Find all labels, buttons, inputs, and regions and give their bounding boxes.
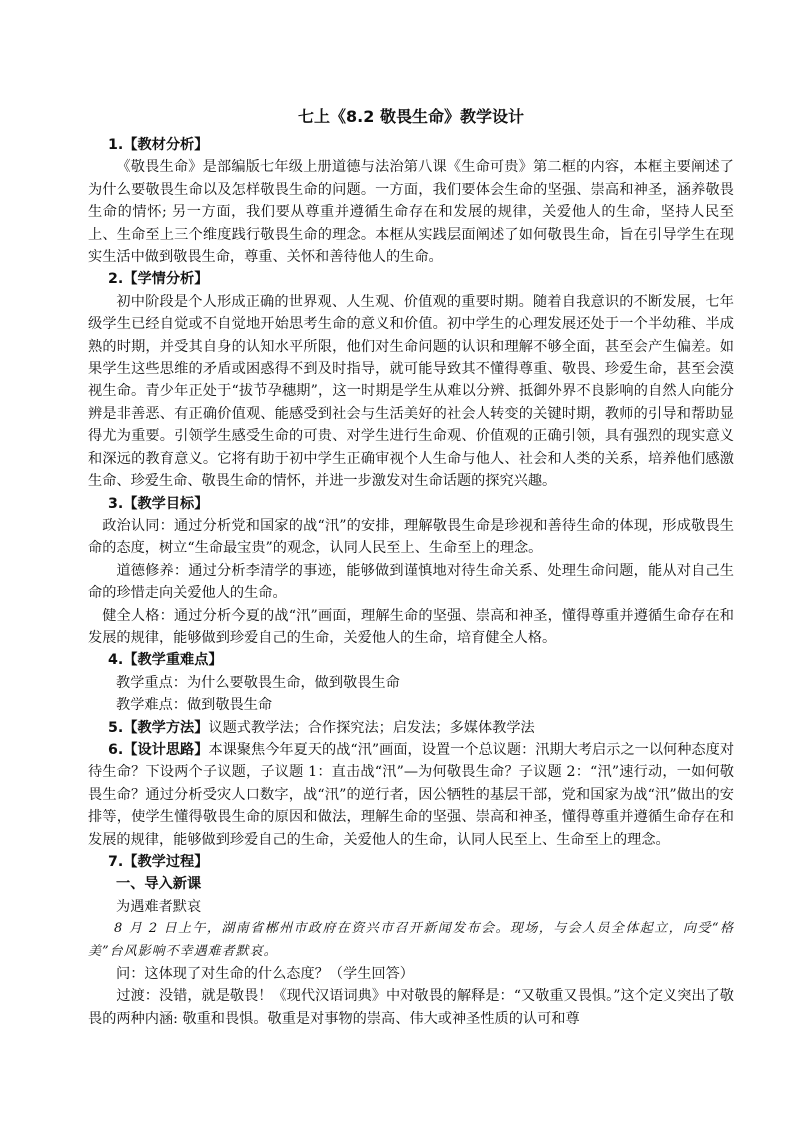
subsection-heading-intro: 一、导入新课 — [116, 876, 202, 893]
page-title: 七上《8.2 敬畏生命》教学设计 — [298, 107, 524, 126]
section-heading-design-ideas: 6.【设计思路】 — [108, 741, 209, 758]
intro-line: 为遇难者默哀 — [116, 898, 202, 915]
document-page — [88, 104, 734, 1030]
news-quote: 8 月 2 日上午，湖南省郴州市政府在资兴市召开新闻发布会。现场，与会人员全体起立，向受“格美”台风影响不幸遇难者默哀。 — [88, 921, 734, 959]
transition-paragraph: 过渡：没错，就是敬畏！《现代汉语词典》中对敬畏的解释是：“又敬重又畏惧。”这个定义突出了敬畏的两种内涵: 敬重和畏惧。敬重是对事物的崇高、伟大或神圣性质的认可和尊 — [88, 988, 734, 1027]
goal-moral-cultivation: 道德修养：通过分析李清学的事迹，能够做到谨慎地对待生命关系、处理生命问题，能从对自己生命的珍惜走向关爱他人的生命。 — [88, 562, 734, 602]
section-body-teaching-methods: 议题式教学法；合作探究法；启发法；多媒体教学法 — [208, 719, 535, 736]
section-body-student-analysis: 初中阶段是个人形成正确的世界观、人生观、价值观的重要时期。随着自我意识的不断发展，七年级学生已经自觉或不自觉地开始思考生命的意义和价值。初中学生的心理发展还处于一个半幼稚、半成熟的时期，并受其自身的认知水平所限，他们对生命问题的认识和理解不够全面，甚至会产生偏差。如果学生这些思维的矛盾或困惑得不到及时指导，就可能导致其不懂得尊重、敬畏、珍爱生命，甚至会漠视生命。青少年正处于“拔节孕穗期”，这一时期是学生从难以分辨、抵御外界不良影响的自然人向能分辨是非善恶、有正确价值观、能感受到社会与生活美好的社会人转变的关键时期，教师的引导和帮助显得尤为重要。引领学生感受生命的可贵、对学生进行生命观、价值观的正确引领，具有强烈的现实意义和深远的教育意义。它将有助于初中学生正确审视个人生命与他人、社会和人类的关系，培养他们感激生命、珍爱生命、敬畏生命的情怀，并进一步激发对生命话题的探究兴趣。 — [88, 293, 734, 490]
section-heading-student-analysis: 2.【学情分析】 — [108, 271, 209, 288]
question-line: 问：这体现了对生命的什么态度？（学生回答） — [116, 966, 414, 983]
section-teaching-methods — [88, 717, 734, 739]
goal-sound-personality: 健全人格：通过分析今夏的战“汛”画面，理解生命的坚强、崇高和神圣，懂得尊重并遵循生命存在和发展的规律，能够做到珍爱自己的生命，关爱他人的生命，培育健全人格。 — [88, 607, 734, 646]
section-body-textbook-analysis: 《敬畏生命》是部编版七年级上册道德与法治第八课《生命可贵》第二框的内容，本框主要阐述了为什么要敬畏生命以及怎样敬畏生命的问题。一方面，我们要体会生命的坚强、崇高和神圣，涵养敬畏生命的情怀; 另一方面，我们要从尊重并遵循生命存在和发展的规律，关爱他人的生命，坚持人民至上、生命至上三个维度践行敬畏生命的理念。本框从实践层面阐述了如何敬畏生命，旨在引导学生在现实生活中做到敬畏生命，尊重、关怀和善待他人的生命。 — [88, 159, 734, 266]
difficult-point: 教学难点：做到敬畏生命 — [116, 697, 273, 714]
section-heading-textbook-analysis: 1.【教材分析】 — [108, 137, 209, 153]
section-heading-teaching-methods: 5.【教学方法】 — [108, 719, 209, 736]
section-body-design-ideas: 本课聚焦今年夏天的战“汛”画面，设置一个总议题：汛期大考启示之一以何种态度对待生命？下设两个子议题，子议题 1：直击战“汛”—为何敬畏生命？子议题 2：“汛”速行动，一如何敬畏生命？通过分析受灾人口数字，战“汛”的逆行者，因公牺牲的基层干部，党和国家为战“汛”做出的安排等，使学生懂得敬畏生命的原因和做法，理解生命的坚强、崇高和神圣，懂得尊重并遵循生命存在和发展的规律，能够做到珍爱自己的生命，关爱他人的生命，认同人民至上、生命至上的理念。 — [88, 741, 735, 848]
section-heading-teaching-process: 7.【教学过程】 — [108, 854, 209, 870]
section-design-ideas — [88, 739, 734, 851]
section-heading-key-difficult-points: 4.【教学重难点】 — [108, 652, 223, 669]
goal-political-identity: 政治认同：通过分析党和国家的战“汛”的安排，理解敬畏生命是珍视和善待生命的体现，形成敬畏生命的态度，树立“生命最宝贵”的观念，认同人民至上、生命至上的理念。 — [88, 517, 734, 557]
key-point: 教学重点：为什么要敬畏生命，做到敬畏生命 — [116, 674, 400, 691]
section-heading-teaching-goals: 3.【教学目标】 — [108, 495, 209, 512]
